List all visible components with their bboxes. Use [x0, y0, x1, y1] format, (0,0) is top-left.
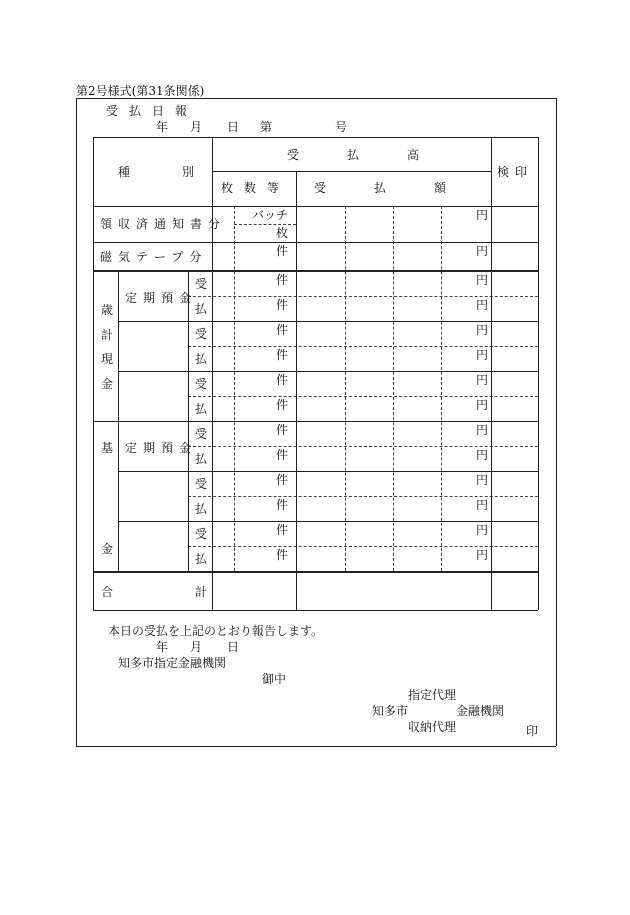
annual-yen-1: 円: [476, 273, 489, 287]
row-magnetic-tape-yen: 円: [476, 244, 489, 258]
amount-dash-1: [345, 206, 346, 571]
fund-sep-3: [188, 496, 538, 497]
table-bottom: [93, 610, 538, 611]
fund-sep-4: [118, 521, 538, 522]
annual-io-1: 受: [195, 277, 208, 291]
financial-institution: 金融機関: [456, 704, 505, 718]
inspection-seal-header: 検印: [497, 165, 534, 179]
batch-divider: [234, 224, 296, 225]
fund-sub-label: 定期預金: [125, 441, 198, 455]
annual-io-4: 払: [195, 352, 208, 366]
annual-label-1: 歳: [101, 303, 114, 317]
row-magnetic-tape-label: 磁気テープ分: [100, 250, 208, 264]
total-label-right: 計: [195, 585, 208, 599]
fund-unit-2: 件: [276, 448, 289, 462]
count-etc-header: 枚数等: [221, 181, 291, 195]
seal-left: [491, 137, 492, 610]
fund-yen-1: 円: [476, 423, 489, 437]
annual-unit-3: 件: [276, 323, 289, 337]
annual-sep-1: [188, 296, 538, 297]
number-suffix: 号: [335, 120, 348, 134]
annual-yen-6: 円: [476, 398, 489, 412]
annual-yen-4: 円: [476, 348, 489, 362]
fund-sep-2: [118, 471, 538, 472]
number-prefix: 第: [260, 120, 273, 134]
fund-yen-3: 円: [476, 473, 489, 487]
annual-yen-5: 円: [476, 373, 489, 387]
report-statement: 本日の受払を上記のとおり報告します。: [108, 624, 324, 638]
header-bottom: [93, 206, 538, 207]
designated-agent: 指定代理: [408, 688, 457, 702]
report-title: 受払日報: [106, 104, 199, 118]
row-receipt-notice-batch: バッチ: [252, 208, 289, 222]
kind-label-1: 種: [118, 165, 131, 179]
fund-unit-1: 件: [276, 423, 289, 437]
annual-yen-3: 円: [476, 323, 489, 337]
table-left: [93, 137, 94, 610]
footer-date-year: 年: [156, 640, 169, 654]
form-title: 第2号様式(第31条関係): [76, 84, 205, 98]
table-right: [538, 137, 539, 610]
row-receipt-notice-yen: 円: [476, 208, 489, 222]
count-dash: [234, 206, 235, 571]
fund-sep-5: [188, 546, 538, 547]
date-day: 日: [227, 120, 240, 134]
kind-label-2: 別: [182, 165, 195, 179]
amount-dash-3: [441, 206, 442, 571]
annual-label-2: 計: [101, 328, 114, 342]
fund-yen-6: 円: [476, 548, 489, 562]
annual-sep-2: [118, 321, 538, 322]
fund-unit-4: 件: [276, 498, 289, 512]
annual-unit-4: 件: [276, 348, 289, 362]
annual-io-2: 払: [195, 302, 208, 316]
fund-unit-3: 件: [276, 473, 289, 487]
header-sub-line: [212, 171, 491, 172]
fund-top: [93, 421, 538, 422]
annual-unit-5: 件: [276, 373, 289, 387]
annual-io-5: 受: [195, 377, 208, 391]
annual-unit-6: 件: [276, 398, 289, 412]
annual-sub-label: 定期預金: [125, 291, 198, 305]
receipt-payment-amount-header: 受払高: [287, 148, 468, 162]
fund-yen-4: 円: [476, 498, 489, 512]
annual-io-3: 受: [195, 327, 208, 341]
annual-label-3: 現: [101, 352, 114, 366]
annual-unit-2: 件: [276, 298, 289, 312]
table-top: [93, 137, 538, 138]
honorific: 御中: [262, 672, 287, 686]
date-year: 年: [156, 120, 169, 134]
amount-header: 受払額: [314, 181, 495, 195]
fund-unit-5: 件: [276, 523, 289, 537]
annual-sep-4: [118, 371, 538, 372]
city-name: 知多市: [372, 704, 409, 718]
seal-mark: 印: [526, 724, 539, 738]
frame-right: [556, 98, 557, 746]
frame-bottom: [76, 746, 556, 747]
row-line-1: [93, 242, 538, 243]
annual-sep-3: [188, 346, 538, 347]
collection-agent: 収納代理: [408, 720, 457, 734]
fund-io-6: 払: [195, 552, 208, 566]
annual-top: [93, 270, 538, 272]
fund-sep-1: [188, 446, 538, 447]
fund-label-2: 金: [101, 542, 114, 556]
fund-yen-2: 円: [476, 448, 489, 462]
amount-dash-2: [393, 206, 394, 571]
annual-unit-1: 件: [276, 273, 289, 287]
group-label-right: [118, 270, 119, 571]
frame-left: [76, 98, 77, 746]
annual-sep-5: [188, 396, 538, 397]
addressee: 知多市指定金融機関: [118, 656, 227, 670]
kind-right: [212, 137, 213, 610]
total-top: [93, 571, 538, 573]
io-left: [188, 270, 189, 571]
annual-yen-2: 円: [476, 298, 489, 312]
fund-io-1: 受: [195, 427, 208, 441]
fund-io-5: 受: [195, 527, 208, 541]
fund-yen-5: 円: [476, 523, 489, 537]
fund-io-2: 払: [195, 452, 208, 466]
fund-io-4: 払: [195, 502, 208, 516]
fund-label-1: 基: [101, 441, 114, 455]
row-magnetic-tape-count: 件: [276, 244, 289, 258]
date-month: 月: [190, 120, 203, 134]
fund-unit-6: 件: [276, 548, 289, 562]
annual-label-4: 金: [101, 377, 114, 391]
footer-date-month: 月: [190, 640, 203, 654]
total-label-left: 合: [101, 585, 114, 599]
row-receipt-notice-label: 領収済通知書分: [100, 217, 227, 231]
fund-io-3: 受: [195, 477, 208, 491]
footer-date-day: 日: [227, 640, 240, 654]
count-right: [296, 171, 297, 610]
frame-top: [76, 98, 556, 99]
annual-io-6: 払: [195, 402, 208, 416]
row-receipt-notice-sheets: 枚: [276, 226, 289, 240]
